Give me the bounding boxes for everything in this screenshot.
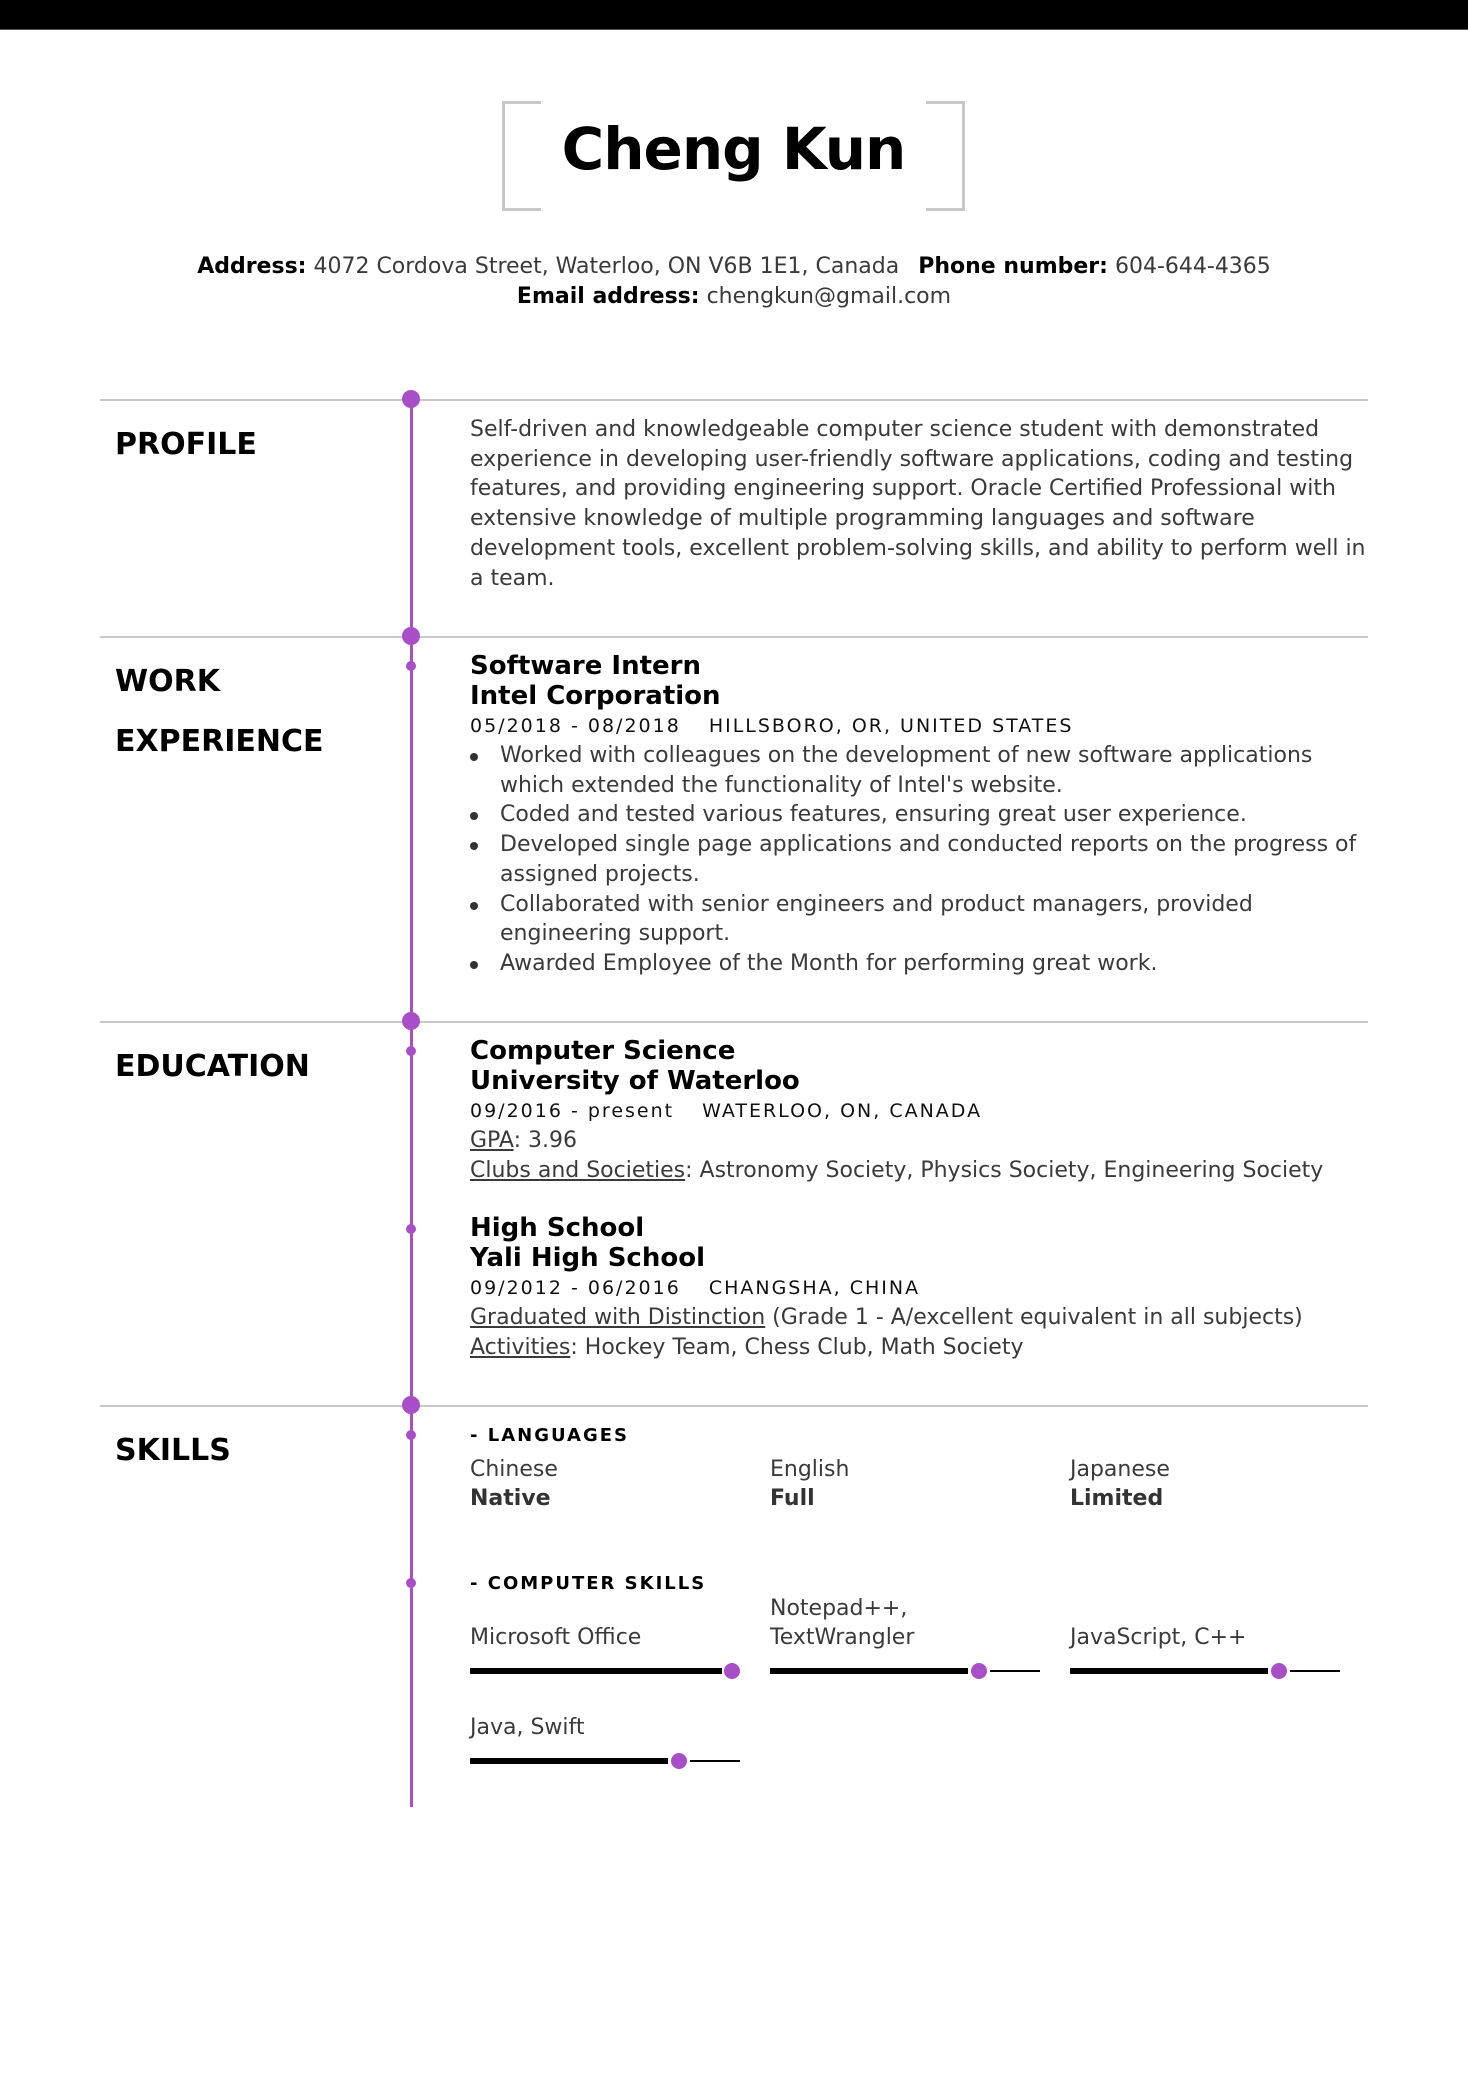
- timeline-dot-profile: [402, 390, 420, 408]
- divider-education: [100, 1021, 1368, 1023]
- job-bullet: Collaborated with senior engineers and product managers, provided engineering support.: [500, 890, 1370, 949]
- job-bullet: Coded and tested various features, ensuring great user experience.: [500, 800, 1370, 830]
- job-meta: [470, 711, 1370, 741]
- edu-gpa: [470, 1126, 1370, 1156]
- skill-name: Microsoft Office: [470, 1625, 642, 1650]
- candidate-name: Cheng Kun: [561, 115, 906, 183]
- timeline-dot-education: [402, 1012, 420, 1030]
- timeline-dot-job: [406, 661, 416, 671]
- timeline-dot-work: [402, 627, 420, 645]
- section-title-skills: SKILLS: [115, 1433, 231, 1468]
- job-dates: 05/2018 - 08/2018: [470, 715, 681, 737]
- section-title-work: [115, 652, 323, 772]
- contact-line-2: [0, 284, 1468, 309]
- skill-bar-remaining: [990, 1670, 1040, 1672]
- edu-dates: 09/2012 - 06/2016: [470, 1277, 681, 1299]
- languages-heading: - LANGUAGES: [470, 1425, 630, 1446]
- languages-block: [470, 1421, 1370, 1513]
- divider-profile: [100, 399, 1368, 401]
- edu-school: University of Waterloo: [470, 1066, 800, 1096]
- edu-clubs: [470, 1156, 1370, 1186]
- languages-grid: [470, 1455, 1370, 1513]
- divider-skills: [100, 1405, 1368, 1407]
- skill-bar-filled: [1070, 1668, 1268, 1674]
- computer-skills-heading: - COMPUTER SKILLS: [470, 1573, 707, 1594]
- edu-dates: 09/2016 - present: [470, 1100, 675, 1122]
- edu-meta: [470, 1096, 1370, 1126]
- job-bullets: [470, 741, 1370, 979]
- edu-activities: [470, 1333, 1370, 1363]
- timeline-dot-skills: [402, 1396, 420, 1414]
- section-title-work-line2: EXPERIENCE: [115, 724, 324, 759]
- edu-gpa-label: GPA: [470, 1128, 514, 1153]
- top-black-bar: [0, 0, 1468, 30]
- edu-school: Yali High School: [470, 1243, 705, 1273]
- edu-activities-value: : Hockey Team, Chess Club, Math Society: [570, 1334, 1024, 1360]
- computer-skills-heading-wrap: [470, 1569, 1370, 1599]
- phone-value: 604-644-4365: [1114, 254, 1271, 279]
- edu-degree: High School: [470, 1213, 645, 1243]
- skill-level-knob: [724, 1663, 740, 1679]
- skill-name-line1: Notepad++,: [770, 1596, 908, 1621]
- skill-item: [470, 1600, 742, 1680]
- edu-gpa-value: : 3.96: [513, 1128, 577, 1153]
- language-name: Japanese: [1070, 1456, 1170, 1482]
- timeline-line: [410, 399, 413, 1807]
- language-level: Native: [470, 1485, 551, 1511]
- skill-name-line2: TextWrangler: [770, 1625, 915, 1650]
- edu-clubs-value: : Astronomy Society, Physics Society, Engineering Society: [685, 1157, 1324, 1183]
- language-item: [1070, 1455, 1370, 1513]
- skill-level-bar: [470, 1752, 742, 1770]
- skill-level-bar: [470, 1662, 742, 1680]
- skill-bar-filled: [770, 1668, 968, 1674]
- email-value: chengkun@gmail.com: [706, 284, 952, 309]
- job-location: HILLSBORO, OR, UNITED STATES: [708, 715, 1074, 737]
- skill-name: Java, Swift: [470, 1715, 585, 1740]
- language-name: English: [770, 1456, 850, 1482]
- edu-distinction-label: Graduated with Distinction: [470, 1305, 766, 1330]
- education-entry: [470, 1213, 1370, 1362]
- language-item: [470, 1455, 770, 1513]
- skill-item: [1070, 1600, 1342, 1680]
- timeline-dot-computer-skills: [406, 1578, 416, 1588]
- skill-level-knob: [1271, 1663, 1287, 1679]
- edu-activities-label: Activities: [470, 1334, 571, 1360]
- section-title-education: EDUCATION: [115, 1049, 310, 1084]
- address-label: Address:: [197, 254, 307, 279]
- language-name: Chinese: [470, 1456, 558, 1482]
- section-title-profile: PROFILE: [115, 427, 257, 462]
- language-item: [770, 1455, 1070, 1513]
- language-level: Full: [770, 1485, 815, 1511]
- edu-location: WATERLOO, ON, CANADA: [702, 1100, 983, 1122]
- job-bullet: Worked with colleagues on the development of new software applications which extended the functionality of Intel's website.: [500, 741, 1370, 800]
- skill-level-knob: [971, 1663, 987, 1679]
- edu-clubs-label: Clubs and Societies: [470, 1157, 686, 1183]
- edu-distinction-value: (Grade 1 - A/excellent equivalent in all subjects): [765, 1305, 1303, 1330]
- skill-level-bar: [770, 1662, 1042, 1680]
- name-block: [502, 101, 965, 209]
- divider-work: [100, 636, 1368, 638]
- address-value: 4072 Cordova Street, Waterloo, ON V6B 1E1, Canada: [313, 254, 900, 279]
- edu-distinction: [470, 1303, 1370, 1333]
- timeline-dot-languages: [406, 1430, 416, 1440]
- profile-summary: Self-driven and knowledgeable computer science student with demonstrated experience in developing user-friendly software applications, coding and testing features, and providing engineering support. Oracle Certified Professional with extensive knowledge of multiple programming languages and software development tools, excellent problem-solving skills, and ability to perform well in a team.: [470, 417, 1366, 591]
- skill-item: [770, 1596, 1042, 1680]
- skill-bar-filled: [470, 1758, 668, 1764]
- edu-location: CHANGSHA, CHINA: [708, 1277, 921, 1299]
- education-entry: [470, 1036, 1370, 1185]
- edu-meta: [470, 1273, 1370, 1303]
- job-bullet: Awarded Employee of the Month for performing great work.: [500, 949, 1370, 979]
- job-entry: [470, 651, 1370, 979]
- job-title: Software Intern: [470, 651, 701, 681]
- skill-level-knob: [671, 1753, 687, 1769]
- job-company: Intel Corporation: [470, 681, 721, 711]
- skill-level-bar: [1070, 1662, 1342, 1680]
- phone: [918, 254, 1271, 279]
- skill-item: [470, 1690, 742, 1770]
- job-bullet: Developed single page applications and conducted reports on the progress of assigned projects.: [500, 830, 1370, 889]
- language-level: Limited: [1070, 1485, 1164, 1511]
- timeline-dot-edu-1: [406, 1046, 416, 1056]
- phone-label: Phone number:: [918, 254, 1108, 279]
- skill-name: [770, 1594, 914, 1652]
- timeline-dot-edu-2: [406, 1224, 416, 1234]
- skill-name: JavaScript, C++: [1070, 1625, 1247, 1650]
- email-label: Email address:: [516, 284, 700, 309]
- edu-degree: Computer Science: [470, 1036, 736, 1066]
- skill-bar-filled: [470, 1668, 722, 1674]
- skill-bar-remaining: [690, 1760, 740, 1762]
- skill-bar-remaining: [1290, 1670, 1340, 1672]
- contact-line-1: [0, 254, 1468, 279]
- section-title-work-line1: WORK: [115, 664, 220, 699]
- address: [197, 254, 899, 279]
